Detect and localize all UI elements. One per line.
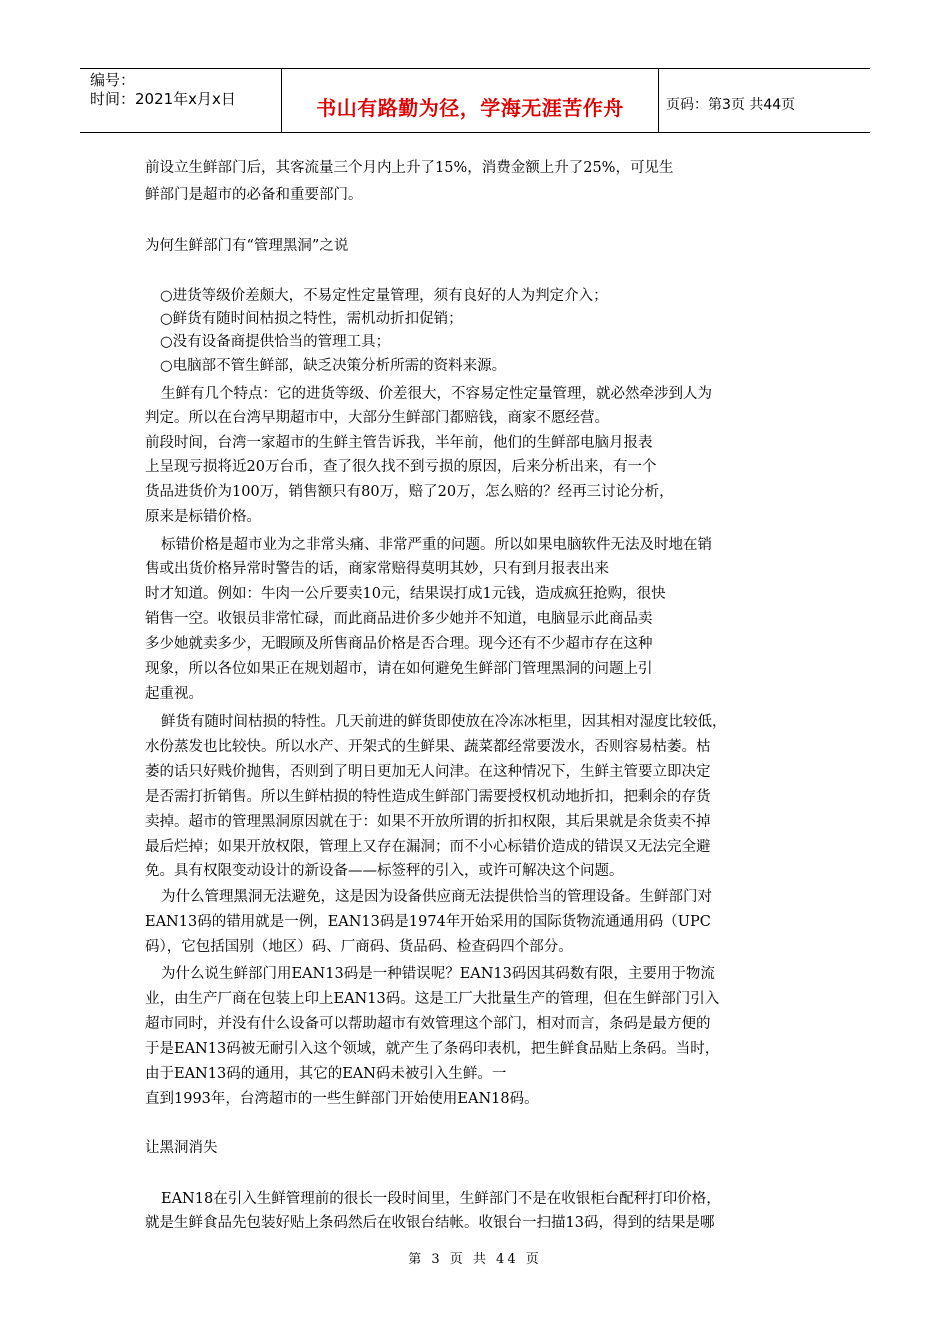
body-line: EAN18在引入生鲜管理前的很长一段时间里，生鲜部门不是在收银柜台配秤打印价格，: [161, 1191, 721, 1207]
body-line: 货品进货价为100万，销售额只有80万，赔了20万，怎么赔的？经再三讨论分析，: [145, 484, 674, 500]
body-line: 鲜部门是超市的必备和重要部门。: [145, 187, 363, 203]
header-motto: 书山有路勤为径，学海无涯苦作舟: [316, 96, 624, 120]
header-page-number: 页码：第3页 共44页: [666, 97, 796, 113]
body-line: 免。具有权限变动设计的新设备——标签秤的引入，或许可解决这个问题。: [145, 863, 624, 879]
body-line: 就是生鲜食品先包装好贴上条码然后在收银台结帐。收银台一扫描13码，得到的结果是哪: [145, 1215, 715, 1231]
body-line: 超市同时，并没有什么设备可以帮助超市有效管理这个部门，相对而言，条码是最方便的: [145, 1016, 711, 1032]
body-line: 为什么说生鲜部门用EAN13码是一种错误呢？EAN13码因其码数有限，主要用于物流: [161, 966, 715, 982]
body-line: 标错价格是超市业为之非常头痛、非常严重的问题。所以如果电脑软件无法及时地在销: [161, 537, 712, 553]
body-line: 由于EAN13码的通用，其它的EAN码未被引入生鲜。一: [145, 1066, 507, 1082]
body-line: 直到1993年，台湾超市的一些生鲜部门开始使用EAN18码。: [145, 1091, 539, 1107]
body-line: 售或出货价格异常时警告的话，商家常赔得莫明其妙，只有到月报表出来: [145, 561, 609, 577]
body-line: 业，由生产厂商在包装上印上EAN13码。这是工厂大批量生产的管理，但在生鲜部门引入: [145, 991, 720, 1007]
header-bottom-rule: [80, 132, 870, 133]
section-heading: 让黑洞消失: [145, 1140, 218, 1156]
page-header: [80, 68, 870, 133]
bullet-item: ○进货等级价差颇大，不易定性定量管理，须有良好的人为判定介入；: [160, 288, 608, 304]
bullet-item: ○没有设备商提供恰当的管理工具；: [160, 334, 391, 350]
document-number: 编号：: [90, 71, 136, 89]
body-line: 于是EAN13码被无耐引入这个领域，就产生了条码印表机，把生鲜食品贴上条码。当时，: [145, 1041, 720, 1057]
bullet-item: ○电脑部不管生鲜部，缺乏决策分析所需的资料来源。: [160, 358, 507, 374]
body-line: 生鲜有几个特点：它的进货等级、价差很大，不容易定性定量管理，就必然牵涉到人为: [161, 386, 712, 402]
body-line: 码），它包括国别（地区）码、厂商码、货品码、检查码四个部分。: [145, 939, 573, 955]
body-line: 水份蒸发也比较快。所以水产、开架式的生鲜果、蔬菜都经常要泼水，否则容易枯萎。枯: [145, 739, 711, 755]
document-time: 时间：2021年x月x日: [90, 90, 236, 108]
body-line: 时才知道。例如：牛肉一公斤要卖10元，结果误打成1元钱，造成疯狂抢购，很快: [145, 586, 666, 602]
body-line: 卖掉。超市的管理黑洞原因就在于：如果不开放所谓的折扣权限，其后果就是余货卖不掉: [145, 814, 711, 830]
body-line: 销售一空。收银员非常忙碌，而此商品进价多少她并不知道，电脑显示此商品卖: [145, 611, 653, 627]
page-footer: 第 3 页 共 44 页: [408, 1252, 542, 1267]
body-line: EAN13码的错用就是一例，EAN13码是1974年开始采用的国际货物流通通用码（UPC: [145, 914, 711, 930]
section-heading: 为何生鲜部门有“管理黑洞”之说: [145, 238, 349, 254]
body-line: 上呈现亏损将近20万台币，查了很久找不到亏损的原因，后来分析出来，有一个: [145, 459, 657, 475]
body-line: 鲜货有随时间枯损的特性。几天前进的鲜货即使放在冷冻冰柜里，因其相对湿度比较低，: [161, 714, 727, 730]
body-line: 前设立生鲜部门后，其客流量三个月内上升了15%，消费金额上升了25%，可见生: [145, 160, 674, 176]
body-line: 最后烂掉；如果开放权限，管理上又存在漏洞；而不小心标错价造成的错误又无法完全避: [145, 839, 711, 855]
body-line: 原来是标错价格。: [145, 509, 261, 525]
body-line: 起重视。: [145, 686, 203, 702]
body-line: 是否需打折销售。所以生鲜枯损的特性造成生鲜部门需要授权机动地折扣，把剩余的存货: [145, 789, 711, 805]
body-line: 前段时间，台湾一家超市的生鲜主管告诉我，半年前，他们的生鲜部电脑月报表: [145, 435, 653, 451]
header-meta: [90, 71, 236, 109]
body-line: 现象，所以各位如果正在规划超市，请在如何避免生鲜部门管理黑洞的问题上引: [145, 661, 653, 677]
body-line: 判定。所以在台湾早期超市中，大部分生鲜部门都赔钱，商家不愿经营。: [145, 410, 609, 426]
header-top-rule: [80, 68, 870, 69]
body-line: 萎的话只好贱价抛售，否则到了明日更加无人问津。在这种情况下，生鲜主管要立即决定: [145, 764, 711, 780]
body-line: 为什么管理黑洞无法避免，这是因为设备供应商无法提供恰当的管理设备。生鲜部门对: [161, 889, 712, 905]
body-line: 多少她就卖多少，无暇顾及所售商品价格是否合理。现今还有不少超市存在这种: [145, 636, 653, 652]
header-divider: [658, 68, 659, 133]
bullet-item: ○鲜货有随时间枯损之特性，需机动折扣促销；: [160, 311, 463, 327]
